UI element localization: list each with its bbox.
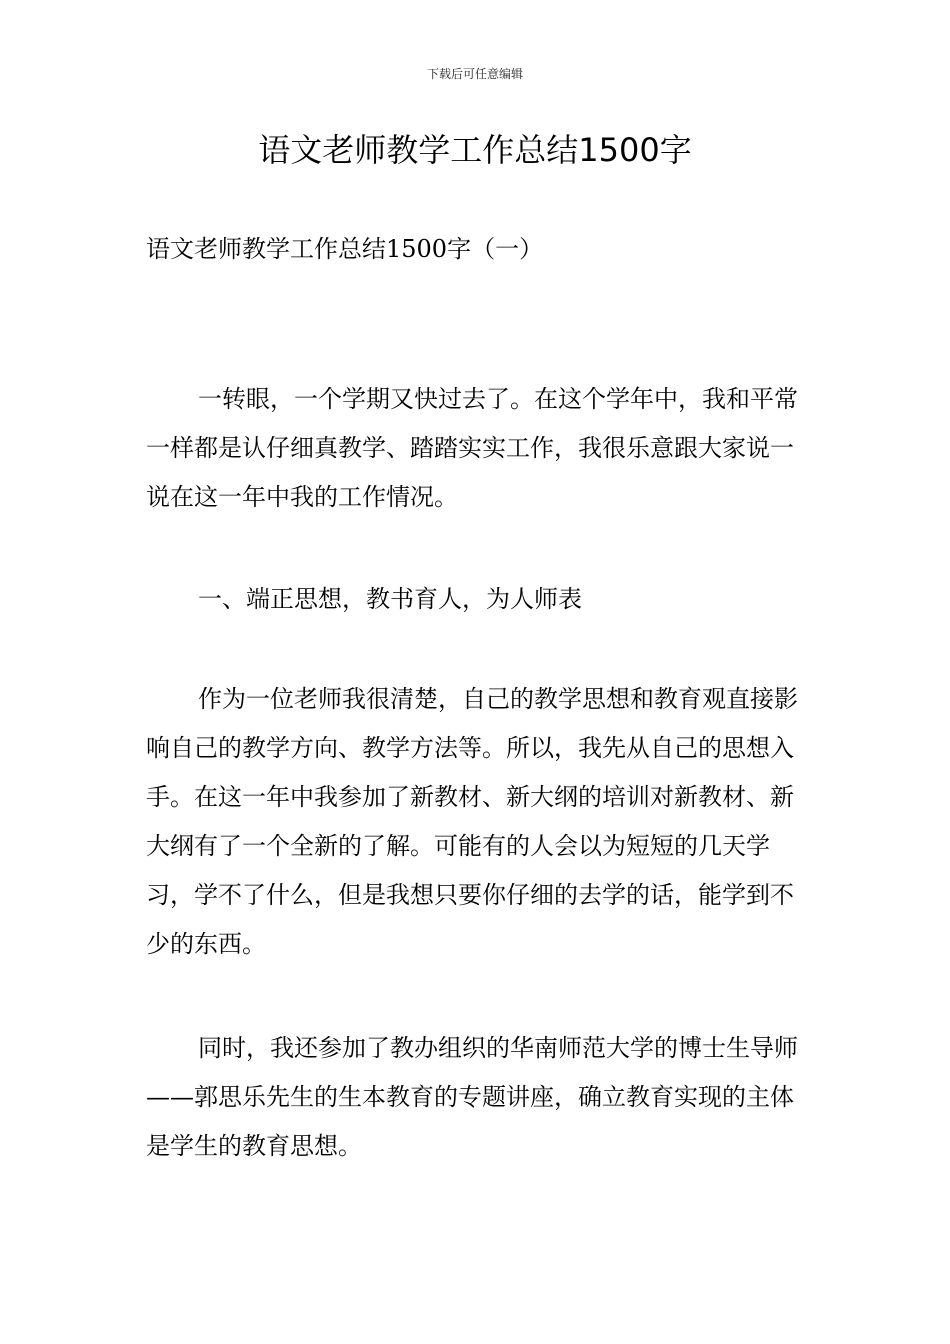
section-heading: 一、端正思想，教书育人，为人师表 [198, 585, 582, 613]
paragraph-lecture: 同时，我还参加了教办组织的华南师范大学的博士生导师——郭思乐先生的生本教育的专题讲座，确立教育实现的主体是学生的教育思想。 [146, 1034, 798, 1160]
document-title: 语文老师教学工作总结1500字 [258, 131, 692, 169]
document-subtitle: 语文老师教学工作总结1500字（一） [146, 235, 544, 263]
paragraph-intro: 一转眼，一个学期又快过去了。在这个学年中，我和平常一样都是认仔细真教学、踏踏实实工作，我很乐意跟大家说一说在这一年中我的工作情况。 [146, 385, 798, 511]
paragraph-thinking: 作为一位老师我很清楚，自己的教学思想和教育观直接影响自己的教学方向、教学方法等。所以，我先从自己的思想入手。在这一年中我参加了新教材、新大纲的培训对新教材、新大纲有了一个全新的了解。可能有的人会以为短短的几天学习，学不了什么，但是我想只要你仔细的去学的话，能学到不少的东西。 [146, 685, 798, 958]
header-note: 下载后可任意编辑 [426, 67, 523, 81]
